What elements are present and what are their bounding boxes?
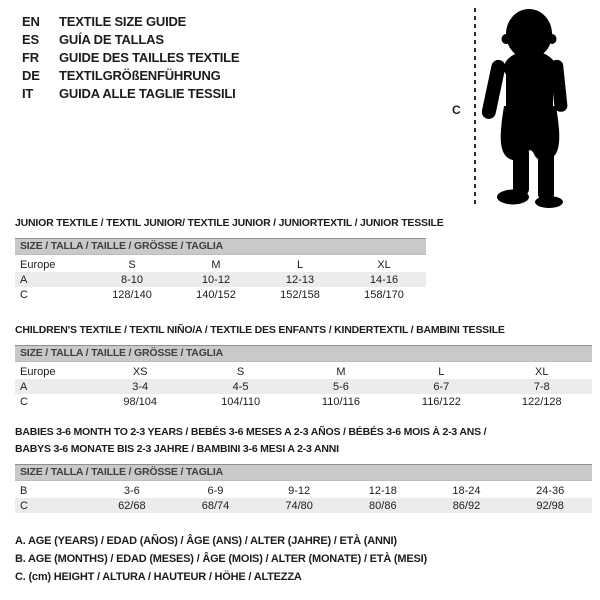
table-row (15, 379, 592, 394)
cell-value: 104/110 (221, 395, 261, 408)
cell-value: 3-6 (123, 484, 140, 497)
table-title (15, 322, 592, 339)
cell-value: XL (377, 258, 391, 271)
row-label: C (20, 288, 28, 301)
junior-textile-section (15, 215, 444, 302)
note-line: C. (cm) HEIGHT / ALTURA / HAUTEUR / HÖHE / ALTEZZA (15, 571, 302, 583)
legend-notes (15, 532, 427, 586)
language-row (22, 30, 239, 48)
table-title-line: BABYS 3-6 MONATE BIS 2-3 JAHRE / BAMBINI 3-6 MESI A 2-3 ANNI (15, 443, 339, 455)
cell-value: 24-36 (536, 484, 565, 497)
height-dotted-line (474, 8, 476, 207)
cell-value: 110/116 (321, 395, 361, 408)
size-header-bar: SIZE / TALLA / TAILLE / GRÖSSE / TAGLIA (15, 345, 592, 362)
language-code: DE (22, 67, 40, 83)
cell-value: 86/92 (425, 498, 509, 513)
language-title-list (22, 12, 239, 102)
guide-title: TEXTILE SIZE GUIDE (59, 13, 187, 29)
cell-value: M (211, 258, 221, 271)
cell-value: S (236, 365, 245, 378)
cell-value: 7-8 (492, 379, 592, 394)
row-label: Europe (20, 258, 56, 271)
note-line: A. AGE (YEARS) / EDAD (AÑOS) / ÂGE (ANS) / ALTER (JAHRE) / ETÀ (ANNI) (15, 535, 397, 547)
cell-value: L (296, 258, 304, 271)
cell-value: XL (535, 365, 549, 378)
row-label: Europe (20, 365, 56, 378)
table-title (15, 424, 592, 458)
cell-value: 5-6 (291, 379, 391, 394)
size-table (15, 483, 592, 513)
guide-title: GUIDE DES TAILLES TEXTILE (59, 49, 240, 65)
row-label: A (15, 272, 90, 287)
guide-title: TEXTILGRÖßENFÜHRUNG (59, 67, 221, 83)
language-row (22, 48, 239, 66)
row-label: C (20, 395, 28, 408)
table-row (15, 498, 592, 513)
cell-value: 8-10 (90, 272, 174, 287)
cell-value: 122/128 (521, 395, 562, 408)
cell-value: 92/98 (508, 498, 592, 513)
note-line: B. AGE (MONTHS) / EDAD (MESES) / ÂGE (MOIS) / ALTER (MONATE) / ETÀ (MESI) (15, 553, 427, 565)
table-title-line: JUNIOR TEXTILE / TEXTIL JUNIOR/ TEXTILE JUNIOR / JUNIORTEXTIL / JUNIOR TESSILE (15, 217, 444, 229)
language-code: FR (22, 49, 39, 65)
cell-value: 62/68 (90, 498, 174, 513)
language-row (22, 66, 239, 84)
table-title-line: BABIES 3-6 MONTH TO 2-3 YEARS / BEBÉS 3-6 MESES A 2-3 AÑOS / BÉBÉS 3-6 MOIS À 2-3 ANS / (15, 426, 487, 438)
cell-value: 14-16 (342, 272, 426, 287)
language-row (22, 12, 239, 30)
cell-value: 158/170 (364, 288, 404, 301)
row-label: A (15, 379, 90, 394)
size-table (15, 257, 426, 302)
language-code: IT (22, 85, 34, 101)
cell-value: 98/104 (123, 395, 158, 408)
row-label: B (20, 484, 28, 497)
babies-textile-section (15, 424, 592, 513)
guide-title: GUIDA ALLE TAGLIE TESSILI (59, 85, 236, 101)
cell-value: 116/122 (421, 395, 461, 408)
language-row (22, 84, 239, 102)
cell-value: 74/80 (257, 498, 341, 513)
cell-value: 68/74 (174, 498, 258, 513)
cell-value: 12-13 (258, 272, 342, 287)
cell-value: 12-18 (368, 484, 397, 497)
size-header-bar: SIZE / TALLA / TAILLE / GRÖSSE / TAGLIA (15, 464, 592, 481)
cell-value: 18-24 (452, 484, 481, 497)
cell-value: 6-9 (207, 484, 224, 497)
cell-value: 80/86 (341, 498, 425, 513)
guide-title: GUÍA DE TALLAS (59, 31, 164, 47)
cell-value: 3-4 (90, 379, 190, 394)
table-title (15, 215, 444, 232)
size-header-bar: SIZE / TALLA / TAILLE / GRÖSSE / TAGLIA (15, 238, 426, 255)
cell-value: 128/140 (112, 288, 152, 301)
table-row (15, 272, 426, 287)
cell-value: 9-12 (288, 484, 311, 497)
table-title-line: CHILDREN'S TEXTILE / TEXTIL NIÑO/A / TEXTILE DES ENFANTS / KINDERTEXTIL / BAMBINI TESSILE (15, 324, 505, 336)
language-code: ES (22, 31, 39, 47)
size-table (15, 364, 592, 409)
table-row (15, 287, 426, 302)
cell-value: 6-7 (391, 379, 491, 394)
cell-value: 152/158 (280, 288, 320, 301)
cell-value: 10-12 (174, 272, 258, 287)
table-row (15, 257, 426, 272)
cell-value: L (438, 365, 445, 378)
height-label: C (452, 103, 461, 117)
cell-value: XS (132, 365, 148, 378)
row-label: C (15, 498, 90, 513)
table-row (15, 364, 592, 379)
table-row (15, 394, 592, 409)
cell-value: M (336, 365, 346, 378)
cell-value: S (128, 258, 136, 271)
language-code: EN (22, 13, 40, 29)
cell-value: 140/152 (196, 288, 236, 301)
children-textile-section (15, 322, 592, 409)
baby-silhouette-icon (480, 6, 578, 208)
table-row (15, 483, 592, 498)
cell-value: 4-5 (190, 379, 290, 394)
